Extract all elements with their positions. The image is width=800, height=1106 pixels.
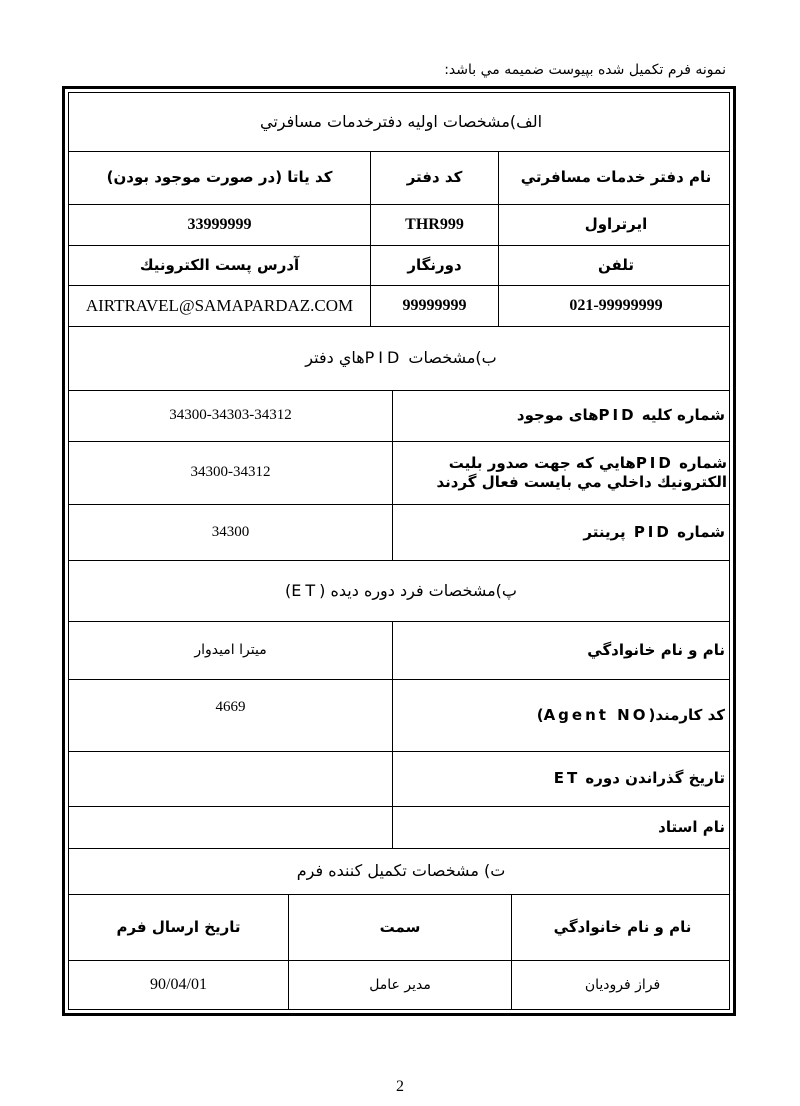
et-course-date-label: تاريخ گذراندن دوره ET bbox=[553, 769, 725, 788]
form-caption: نمونه فرم تکمیل شده بپیوست ضمیمه مي باشد: bbox=[444, 62, 726, 78]
section-a-title: الف)مشخصات اوليه دفترخدمات مسافرتي bbox=[259, 111, 543, 131]
office-name-header: نام دفتر خدمات مسافرتي bbox=[520, 168, 712, 187]
filler-position-value: مدير عامل bbox=[369, 977, 431, 994]
printer-pid-value: 34300 bbox=[211, 523, 250, 540]
section-c-title: پ)مشخصات فرد دوره ديده (ET) bbox=[285, 580, 517, 600]
form-table bbox=[68, 92, 730, 1010]
et-course-date-value bbox=[69, 752, 392, 806]
all-pids-value: 34300-34303-34312 bbox=[169, 407, 292, 424]
trainee-name-label: نام و نام خانوادگي bbox=[587, 640, 725, 659]
iata-code-value: 33999999 bbox=[187, 215, 252, 233]
instructor-name-value bbox=[69, 807, 392, 848]
office-code-value: THR999 bbox=[405, 215, 464, 233]
instructor-name-label: نام استاد bbox=[658, 817, 725, 836]
eticket-pids-value: 34300-34312 bbox=[190, 464, 271, 481]
agent-no-label: كد كارمند(Agent NO) bbox=[536, 705, 725, 724]
fax-value: 99999999 bbox=[402, 296, 467, 314]
iata-code-header: كد ياتا (در صورت موجود بودن) bbox=[106, 168, 333, 187]
office-name-value: ايرتراول bbox=[584, 215, 648, 234]
fax-header: دورنگار bbox=[407, 255, 462, 274]
filler-name-header: نام و نام خانوادگي bbox=[553, 917, 692, 936]
email-value: AIRTRAVEL@SAMAPARDAZ.COM bbox=[85, 295, 354, 315]
send-date-header: تاريخ ارسال فرم bbox=[116, 917, 241, 936]
phone-header: تلفن bbox=[597, 255, 635, 274]
eticket-pids-label: شماره PIDهايي كه جهت صدور بليت الكترونيك داخلي مي بايست فعال گردند bbox=[436, 453, 727, 491]
send-date-value: 90/04/01 bbox=[150, 976, 207, 994]
form-frame bbox=[62, 86, 736, 1016]
filler-position-header: سمت bbox=[379, 917, 421, 936]
page-number: 2 bbox=[396, 1078, 404, 1095]
phone-value: 021-99999999 bbox=[569, 296, 663, 314]
agent-no-value: 4669 bbox=[215, 699, 246, 715]
printer-pid-label: شماره PID پرينتر bbox=[583, 522, 725, 541]
trainee-name-value: ميترا اميدوار bbox=[194, 642, 267, 659]
section-d-title: ت) مشخصات تكميل كننده فرم bbox=[296, 861, 506, 881]
email-header: آدرس پست الكترونيك bbox=[139, 255, 300, 274]
office-code-header: كد دفتر bbox=[406, 168, 463, 187]
filler-name-value: فراز فروديان bbox=[584, 977, 661, 994]
section-b-title: ب)مشخصات PIDهاي دفتر bbox=[305, 348, 497, 368]
all-pids-label: شماره كليه PIDهای موجود bbox=[516, 406, 725, 425]
